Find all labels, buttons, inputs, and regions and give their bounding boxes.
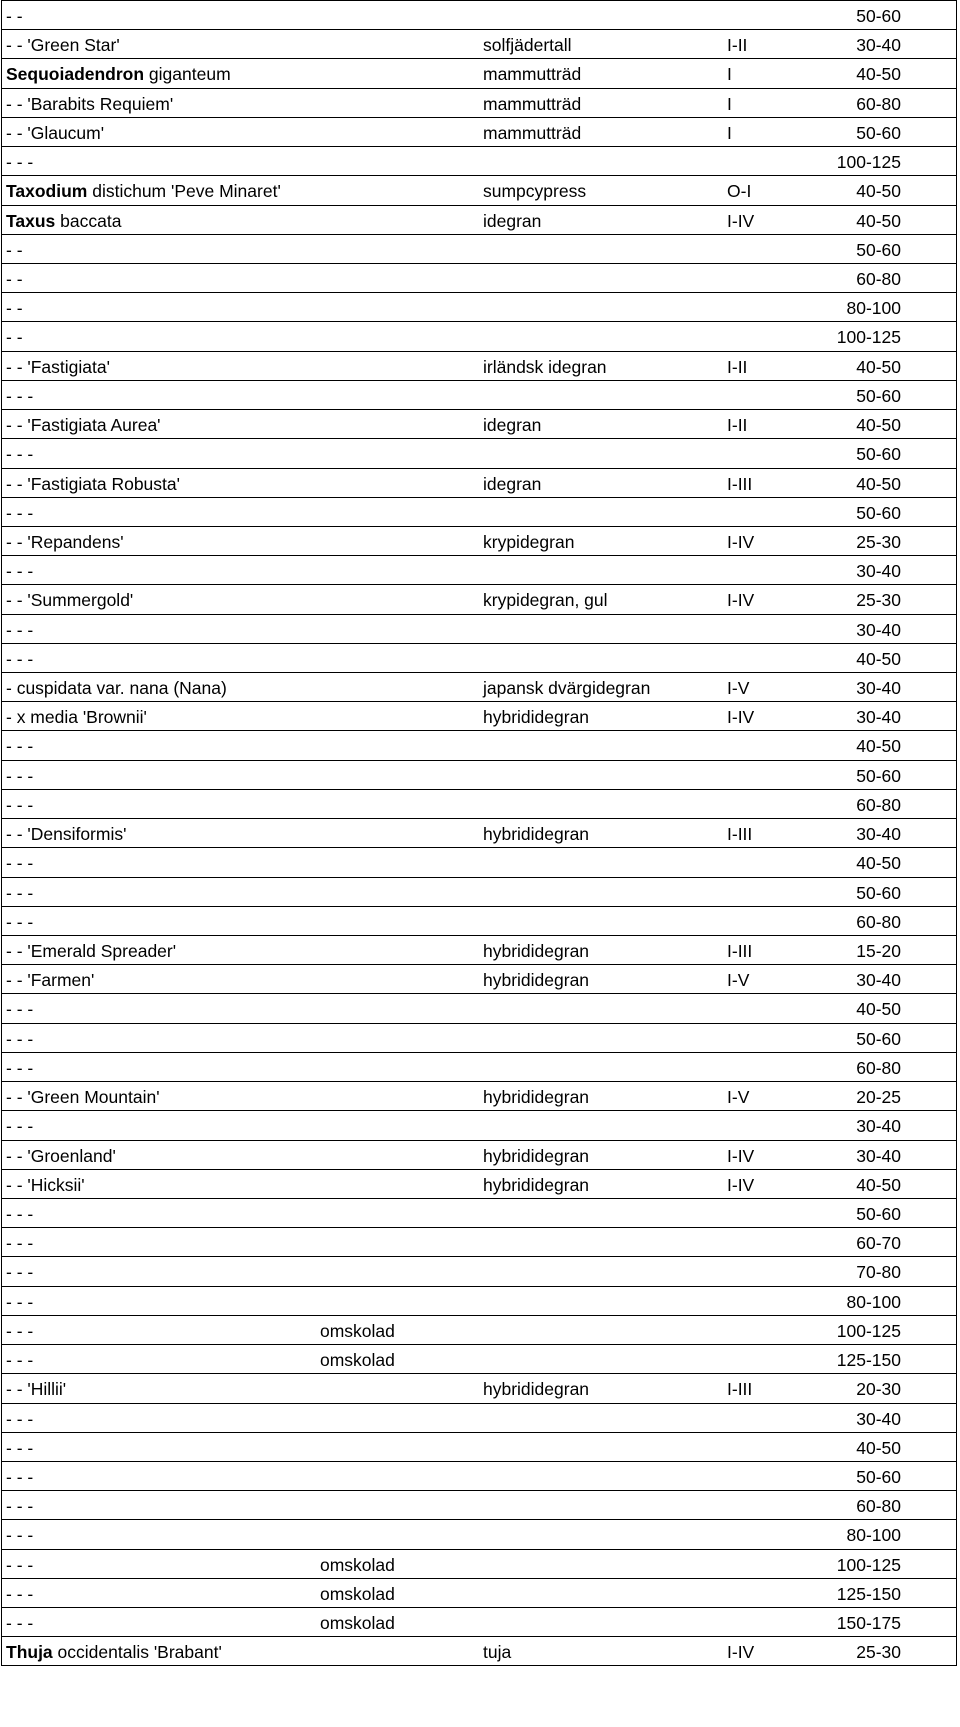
table-row [1,1579,957,1608]
plant-name-cell [6,732,33,761]
plant-name-cell [6,1492,33,1521]
size-cell: 80-100 [846,1291,901,1312]
species-cultivar-name: - - - [6,765,34,786]
hardiness-zone-cell: I-IV [727,1174,755,1195]
plant-name-cell [6,119,104,148]
size-cell: 60-80 [856,1057,901,1078]
species-cultivar-name: - - - [6,385,34,406]
species-cultivar-name: - - - [6,1466,34,1487]
size-cell: 40-50 [856,999,901,1020]
species-cultivar-name: - - - [6,882,34,903]
hardiness-zone-cell: I-II [727,35,748,56]
table-row [1,585,957,614]
plant-name-cell [6,1112,33,1141]
plant-name-cell [6,294,23,323]
species-cultivar-name: - - - [6,1496,34,1517]
species-cultivar-name: - - 'Green Star' [6,35,120,56]
hardiness-zone-cell: I-IV [727,1642,755,1663]
size-cell: 40-50 [856,648,901,669]
size-cell: 100-125 [836,327,901,348]
plant-name-cell [6,1609,33,1638]
size-cell: 30-40 [856,561,901,582]
table-row [1,59,957,88]
plant-name-cell [6,557,33,586]
plant-name-cell [6,148,33,177]
plant-name-cell [6,820,126,849]
swedish-name-cell: krypidegran [483,531,575,552]
plant-name-cell [6,411,161,440]
species-cultivar-name: - - [6,239,23,260]
size-cell: 60-70 [856,1233,901,1254]
size-cell: 60-80 [856,268,901,289]
plant-name-cell [6,1229,33,1258]
size-cell: 40-50 [856,356,901,377]
size-cell: 100-125 [836,1320,901,1341]
size-cell: 40-50 [856,1437,901,1458]
swedish-name-cell: hybrididegran [483,970,590,991]
species-cultivar-name: - - - [6,1437,34,1458]
species-cultivar-name: - - - [6,1583,34,1604]
size-cell: 60-80 [856,1496,901,1517]
size-cell: 30-40 [856,824,901,845]
plant-name-cell [6,236,23,265]
species-cultivar-name: - - 'Hillii' [6,1379,67,1400]
table-row [1,352,957,381]
species-cultivar-name: - - - [6,1116,34,1137]
swedish-name-cell: hybrididegran [483,941,590,961]
size-cell: 50-60 [856,1028,901,1049]
swedish-name-cell: mammutträd [483,93,582,114]
size-cell: 40-50 [856,473,901,494]
size-cell: 50-60 [856,239,901,260]
species-cultivar-name: - - 'Farmen' [6,970,95,991]
table-row [1,89,957,118]
species-cultivar-name: - - - [6,1262,34,1283]
species-cultivar-name: - - 'Fastigiata' [6,356,110,377]
plant-name-cell [6,90,173,119]
genus-name: Taxus [6,210,56,231]
hardiness-zone-cell: I-IV [727,1145,755,1166]
table-row [1,1228,957,1257]
size-cell: 20-25 [856,1087,901,1108]
plant-name-cell [6,645,33,674]
genus-name: Taxodium [6,181,88,202]
species-cultivar-name: - - [6,6,23,26]
species-cultivar-name: - - - [6,502,34,523]
size-cell: 50-60 [856,385,901,406]
plant-name-cell [6,791,33,820]
table-row [1,1287,957,1316]
swedish-name-cell: krypidegran, gul [483,590,608,611]
species-cultivar-name: - - - [6,561,34,582]
swedish-name-cell: hybrididegran [483,1087,590,1108]
plant-name-cell [6,1638,222,1667]
size-cell: 15-20 [856,941,901,961]
plant-name-cell [6,937,176,966]
size-cell: 30-40 [856,1116,901,1137]
hardiness-zone-cell: I-V [727,970,750,991]
species-cultivar-name: - - - [6,444,34,465]
table-row [1,965,957,994]
species-cultivar-name: - - 'Fastigiata Robusta' [6,473,180,494]
swedish-name-cell: hybrididegran [483,824,590,845]
table-row [1,1404,957,1433]
table-row [1,848,957,877]
size-cell: 150-175 [836,1613,901,1634]
size-cell: 50-60 [856,502,901,523]
plant-name-cell [6,1463,33,1492]
size-cell: 30-40 [856,707,901,728]
table-row [1,907,957,936]
hardiness-zone-cell: I [727,64,732,85]
table-row [1,761,957,790]
quality-note-cell: omskolad [320,1583,395,1604]
swedish-name-cell: idegran [483,415,542,436]
swedish-name-cell: japansk dvärgidegran [483,678,651,699]
table-row [1,264,957,293]
plant-name-cell [6,703,147,732]
table-row [1,176,957,205]
table-row [1,527,957,556]
plant-name-cell [6,1551,33,1580]
table-row [1,1637,957,1666]
species-cultivar-name: - - - [6,999,34,1020]
species-cultivar-name: distichum 'Peve Minaret' [87,181,281,202]
species-cultivar-name: - - 'Densiformis' [6,824,127,845]
swedish-name-cell: tuja [483,1642,512,1663]
table-row [1,1,957,30]
hardiness-zone-cell: I [727,93,732,114]
species-cultivar-name: - - - [6,1613,34,1634]
hardiness-zone-cell: I-III [727,1379,753,1400]
table-row [1,235,957,264]
size-cell: 125-150 [836,1350,901,1371]
size-cell: 30-40 [856,970,901,991]
table-row [1,1170,957,1199]
size-cell: 40-50 [856,64,901,85]
hardiness-zone-cell: I-V [727,678,750,699]
table-row [1,673,957,702]
size-cell: 30-40 [856,678,901,699]
hardiness-zone-cell: I-IV [727,531,755,552]
plant-name-cell [6,908,33,937]
table-row [1,498,957,527]
plant-name-cell [6,353,110,382]
size-cell: 60-80 [856,911,901,932]
species-cultivar-name: occidentalis 'Brabant' [52,1642,222,1663]
species-cultivar-name: - - 'Hicksii' [6,1174,85,1195]
species-cultivar-name: - - - [6,1554,34,1575]
hardiness-zone-cell: I-IV [727,590,755,611]
hardiness-zone-cell: I-IV [727,707,755,728]
plant-name-cell [6,323,23,352]
species-cultivar-name: - - 'Summergold' [6,590,134,611]
plant-name-cell [6,1171,85,1200]
species-cultivar-name: giganteum [144,64,231,85]
species-cultivar-name: - - 'Barabits Requiem' [6,93,174,114]
table-row [1,1520,957,1549]
species-cultivar-name: - - [6,268,23,289]
species-cultivar-name: - - - [6,1028,34,1049]
table-row [1,819,957,848]
plant-name-cell [6,382,33,411]
plant-name-cell [6,1375,66,1404]
plant-name-cell [6,1200,33,1229]
species-cultivar-name: - - 'Emerald Spreader' [6,941,177,961]
table-row [1,1550,957,1579]
table-row [1,1608,957,1637]
size-cell: 50-60 [856,122,901,143]
species-cultivar-name: - x media 'Brownii' [6,707,147,728]
plant-name-cell [6,966,94,995]
species-cultivar-name: - - 'Green Mountain' [6,1087,160,1108]
species-cultivar-name: - - 'Repandens' [6,531,124,552]
species-cultivar-name: - cuspidata var. nana (Nana) [6,678,227,699]
plant-name-cell [6,849,33,878]
table-row [1,644,957,673]
species-cultivar-name: - - - [6,794,34,815]
plant-name-cell [6,499,33,528]
swedish-name-cell: solfjädertall [483,35,572,56]
plant-name-cell [6,1142,116,1171]
species-cultivar-name: - - [6,327,23,348]
size-cell: 100-125 [836,152,901,173]
table-row [1,1111,957,1140]
plant-name-cell [6,616,33,645]
table-row [1,994,957,1023]
size-cell: 50-60 [856,882,901,903]
plant-name-cell [6,2,23,31]
size-cell: 40-50 [856,210,901,231]
size-cell: 50-60 [856,444,901,465]
table-row [1,1345,957,1374]
hardiness-zone-cell: I-II [727,356,748,377]
plant-name-cell [6,60,231,89]
plant-name-cell [6,1346,33,1375]
size-cell: 50-60 [856,1466,901,1487]
plant-name-cell [6,1317,33,1346]
size-cell: 40-50 [856,415,901,436]
plant-name-cell [6,1405,33,1434]
size-cell: 60-80 [856,93,901,114]
species-cultivar-name: - - - [6,619,34,640]
size-cell: 100-125 [836,1554,901,1575]
size-cell: 40-50 [856,736,901,757]
hardiness-zone-cell: I-II [727,415,748,436]
species-cultivar-name: - - 'Glaucum' [6,122,105,143]
species-cultivar-name: - - - [6,911,34,932]
size-cell: 70-80 [856,1262,901,1283]
plant-name-cell [6,1288,33,1317]
size-cell: 25-30 [856,590,901,611]
quality-note-cell: omskolad [320,1613,395,1634]
hardiness-zone-cell: O-I [727,181,752,202]
plant-name-cell [6,177,281,206]
size-cell: 40-50 [856,181,901,202]
table-row [1,410,957,439]
hardiness-zone-cell: I-III [727,473,753,494]
plant-name-cell [6,1521,33,1550]
swedish-name-cell: irländsk idegran [483,356,607,377]
table-row [1,1462,957,1491]
table-row [1,469,957,498]
size-cell: 25-30 [856,531,901,552]
size-cell: 40-50 [856,1174,901,1195]
species-cultivar-name: - - [6,298,23,319]
table-row [1,206,957,235]
swedish-name-cell: hybrididegran [483,1379,590,1400]
plant-name-cell [6,440,33,469]
species-cultivar-name: - - - [6,853,34,874]
swedish-name-cell: idegran [483,210,542,231]
plant-name-cell [6,1580,33,1609]
hardiness-zone-cell: I [727,122,732,143]
swedish-name-cell: idegran [483,473,542,494]
table-row [1,293,957,322]
table-row [1,1491,957,1520]
plant-name-cell [6,995,33,1024]
genus-name: Sequoiadendron [6,64,145,85]
size-cell: 50-60 [856,6,901,26]
species-cultivar-name: baccata [55,210,122,231]
size-cell: 40-50 [856,853,901,874]
table-row [1,615,957,644]
table-row [1,1199,957,1228]
table-row [1,1374,957,1403]
plant-name-cell [6,1025,33,1054]
size-cell: 30-40 [856,1145,901,1166]
plant-name-cell [6,207,121,236]
table-row [1,118,957,147]
table-row [1,322,957,351]
table-row [1,1316,957,1345]
swedish-name-cell: hybrididegran [483,1145,590,1166]
table-row [1,439,957,468]
table-row [1,936,957,965]
table-row [1,1082,957,1111]
table-row [1,1257,957,1286]
swedish-name-cell: hybrididegran [483,1174,590,1195]
swedish-name-cell: mammutträd [483,64,582,85]
swedish-name-cell: hybrididegran [483,707,590,728]
table-row [1,381,957,410]
size-cell: 125-150 [836,1583,901,1604]
species-cultivar-name: - - - [6,1057,34,1078]
size-cell: 50-60 [856,765,901,786]
table-row [1,147,957,176]
size-cell: 20-30 [856,1379,901,1400]
plant-name-cell [6,1258,33,1287]
plant-name-cell [6,1434,33,1463]
table-row [1,1024,957,1053]
plant-name-cell [6,1083,160,1112]
table-row [1,702,957,731]
size-cell: 80-100 [846,1525,901,1546]
table-row [1,790,957,819]
plant-name-cell [6,762,33,791]
species-cultivar-name: - - 'Groenland' [6,1145,116,1166]
hardiness-zone-cell: I-IV [727,210,755,231]
plant-name-cell [6,586,133,615]
size-cell: 30-40 [856,619,901,640]
plant-name-cell [6,528,124,557]
swedish-name-cell: mammutträd [483,122,582,143]
species-cultivar-name: - - - [6,1408,34,1429]
plant-price-table [1,0,957,1666]
size-cell: 30-40 [856,1408,901,1429]
species-cultivar-name: - - 'Fastigiata Aurea' [6,415,161,436]
hardiness-zone-cell: I-III [727,941,753,961]
species-cultivar-name: - - - [6,1350,34,1371]
hardiness-zone-cell: I-III [727,824,753,845]
species-cultivar-name: - - - [6,1203,34,1224]
quality-note-cell: omskolad [320,1554,395,1575]
plant-name-cell [6,265,23,294]
plant-name-cell [6,470,180,499]
species-cultivar-name: - - - [6,152,34,173]
plant-name-cell [6,674,227,703]
size-cell: 80-100 [846,298,901,319]
genus-name: Thuja [6,1642,53,1663]
species-cultivar-name: - - - [6,1525,34,1546]
quality-note-cell: omskolad [320,1320,395,1341]
table-row [1,1053,957,1082]
table-row [1,878,957,907]
species-cultivar-name: - - - [6,648,34,669]
species-cultivar-name: - - - [6,1320,34,1341]
plant-name-cell [6,1054,33,1083]
size-cell: 30-40 [856,35,901,56]
table-row [1,30,957,59]
size-cell: 50-60 [856,1203,901,1224]
plant-name-cell [6,879,33,908]
quality-note-cell: omskolad [320,1350,395,1371]
swedish-name-cell: sumpcypress [483,181,587,202]
table-row [1,556,957,585]
table-row [1,1141,957,1170]
table-row [1,731,957,760]
size-cell: 25-30 [856,1642,901,1663]
species-cultivar-name: - - - [6,1233,34,1254]
species-cultivar-name: - - - [6,1291,34,1312]
hardiness-zone-cell: I-V [727,1087,750,1108]
table-row [1,1433,957,1462]
species-cultivar-name: - - - [6,736,34,757]
size-cell: 60-80 [856,794,901,815]
plant-name-cell [6,31,120,60]
